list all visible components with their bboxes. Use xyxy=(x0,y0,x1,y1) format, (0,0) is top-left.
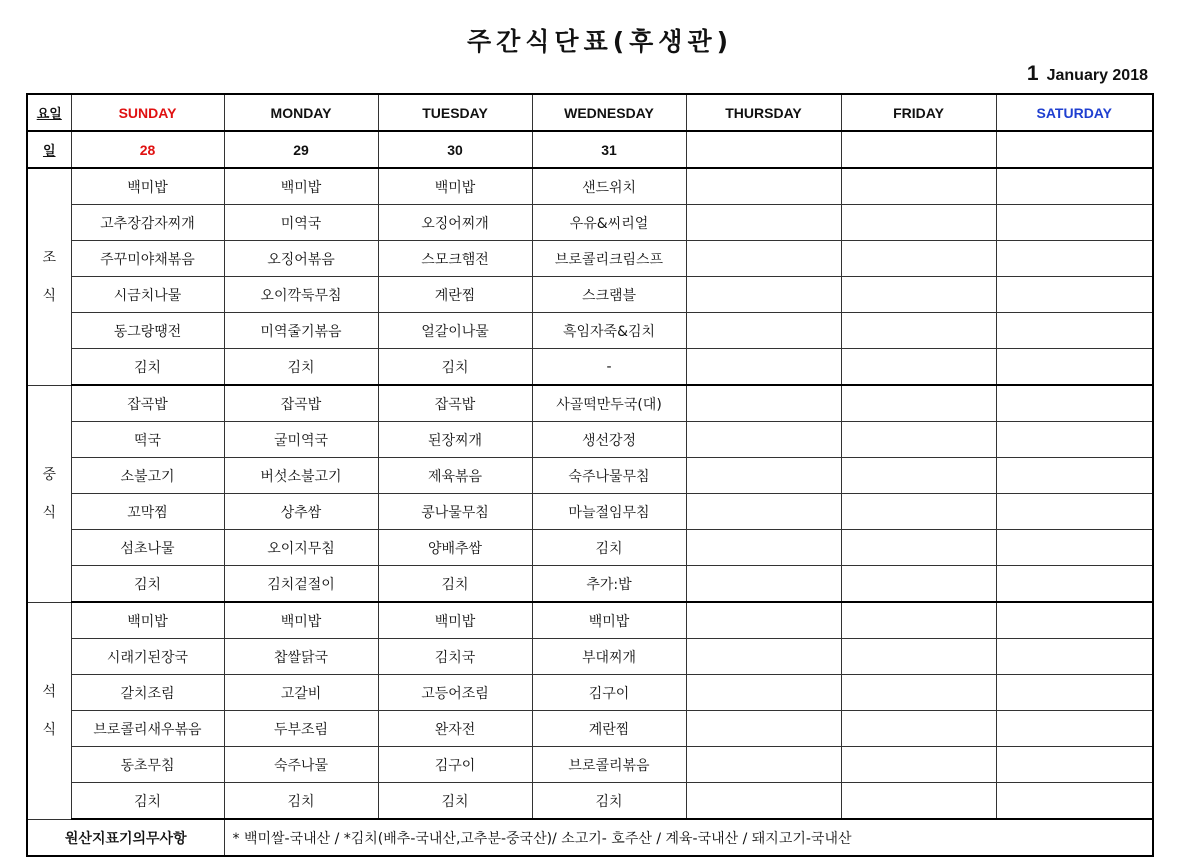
menu-item-saturday xyxy=(996,349,1153,386)
menu-item-wednesday: 스크램블 xyxy=(532,277,686,313)
menu-item-sunday: 김치 xyxy=(71,566,224,603)
header-wednesday: WEDNESDAY xyxy=(532,94,686,131)
menu-item-thursday xyxy=(686,241,841,277)
date-row xyxy=(27,131,1153,168)
menu-item-friday xyxy=(841,602,996,639)
menu-item-monday: 미역국 xyxy=(224,205,378,241)
date-wednesday: 31 xyxy=(532,131,686,168)
menu-row xyxy=(27,602,1153,639)
menu-item-tuesday: 제육볶음 xyxy=(378,458,532,494)
menu-item-monday: 백미밥 xyxy=(224,602,378,639)
menu-item-tuesday: 완자전 xyxy=(378,711,532,747)
menu-item-thursday xyxy=(686,530,841,566)
menu-item-monday: 김치 xyxy=(224,783,378,820)
menu-item-thursday xyxy=(686,422,841,458)
menu-item-monday: 백미밥 xyxy=(224,168,378,205)
header-monday: MONDAY xyxy=(224,94,378,131)
menu-item-saturday xyxy=(996,530,1153,566)
date-label: 일 xyxy=(27,131,71,168)
menu-item-tuesday: 백미밥 xyxy=(378,168,532,205)
menu-item-wednesday: 계란찜 xyxy=(532,711,686,747)
menu-item-thursday xyxy=(686,602,841,639)
menu-row xyxy=(27,675,1153,711)
menu-item-thursday xyxy=(686,205,841,241)
menu-item-monday: 잡곡밥 xyxy=(224,385,378,422)
menu-item-sunday: 소불고기 xyxy=(71,458,224,494)
menu-item-wednesday: 브로콜리크림스프 xyxy=(532,241,686,277)
menu-item-sunday: 백미밥 xyxy=(71,602,224,639)
menu-item-friday xyxy=(841,205,996,241)
menu-item-monday: 숙주나물 xyxy=(224,747,378,783)
menu-item-tuesday: 콩나물무침 xyxy=(378,494,532,530)
menu-item-saturday xyxy=(996,422,1153,458)
menu-item-tuesday: 된장찌개 xyxy=(378,422,532,458)
menu-item-wednesday: 김치 xyxy=(532,783,686,820)
menu-item-wednesday: 김구이 xyxy=(532,675,686,711)
meal-period-char: 중 xyxy=(42,466,57,483)
date-month-year: January 2018 xyxy=(1046,67,1148,84)
header-saturday: SATURDAY xyxy=(996,94,1153,131)
header-tuesday: TUESDAY xyxy=(378,94,532,131)
menu-item-thursday xyxy=(686,783,841,820)
menu-item-tuesday: 양배추쌈 xyxy=(378,530,532,566)
menu-item-wednesday: 샌드위치 xyxy=(532,168,686,205)
menu-item-wednesday: 흑임자죽&김치 xyxy=(532,313,686,349)
menu-item-friday xyxy=(841,530,996,566)
menu-item-wednesday: 생선강정 xyxy=(532,422,686,458)
menu-row xyxy=(27,530,1153,566)
menu-item-sunday: 동초무침 xyxy=(71,747,224,783)
meal-period-char: 조 xyxy=(42,249,57,266)
menu-item-monday: 두부조림 xyxy=(224,711,378,747)
menu-item-tuesday: 오징어찌개 xyxy=(378,205,532,241)
menu-item-monday: 오징어볶음 xyxy=(224,241,378,277)
menu-item-thursday xyxy=(686,349,841,386)
menu-item-tuesday: 김구이 xyxy=(378,747,532,783)
menu-row xyxy=(27,566,1153,603)
menu-item-sunday: 동그랑땡전 xyxy=(71,313,224,349)
menu-item-wednesday: 숙주나물무침 xyxy=(532,458,686,494)
menu-item-friday xyxy=(841,385,996,422)
meal-period-char: 식 xyxy=(42,287,57,304)
menu-row xyxy=(27,313,1153,349)
origin-notice-text: * 백미쌀-국내산 / *김치(배추-국내산,고추분-중국산)/ 소고기- 호주산 / 계육-국내산 / 돼지고기-국내산 xyxy=(224,819,1153,856)
menu-item-friday xyxy=(841,747,996,783)
menu-item-thursday xyxy=(686,711,841,747)
menu-item-monday: 상추쌈 xyxy=(224,494,378,530)
menu-item-tuesday: 김치 xyxy=(378,566,532,603)
menu-item-saturday xyxy=(996,385,1153,422)
menu-item-tuesday: 백미밥 xyxy=(378,602,532,639)
menu-row xyxy=(27,747,1153,783)
menu-item-friday xyxy=(841,422,996,458)
menu-item-friday xyxy=(841,168,996,205)
menu-item-saturday xyxy=(996,602,1153,639)
header-sunday: SUNDAY xyxy=(71,94,224,131)
date-friday xyxy=(841,131,996,168)
menu-item-wednesday: 추가:밥 xyxy=(532,566,686,603)
menu-row xyxy=(27,783,1153,820)
menu-item-sunday: 김치 xyxy=(71,349,224,386)
header-friday: FRIDAY xyxy=(841,94,996,131)
menu-item-monday: 김치겉절이 xyxy=(224,566,378,603)
meal-period-label xyxy=(27,168,71,385)
menu-item-sunday: 김치 xyxy=(71,783,224,820)
menu-item-saturday xyxy=(996,277,1153,313)
menu-item-friday xyxy=(841,241,996,277)
menu-item-friday xyxy=(841,783,996,820)
menu-item-saturday xyxy=(996,783,1153,820)
menu-item-sunday: 브로콜리새우볶음 xyxy=(71,711,224,747)
menu-item-monday: 김치 xyxy=(224,349,378,386)
menu-item-thursday xyxy=(686,675,841,711)
weekday-label: 요일 xyxy=(27,94,71,131)
menu-item-tuesday: 고등어조림 xyxy=(378,675,532,711)
menu-row xyxy=(27,422,1153,458)
menu-item-thursday xyxy=(686,168,841,205)
menu-row xyxy=(27,385,1153,422)
menu-row xyxy=(27,639,1153,675)
menu-item-monday: 오이깍둑무침 xyxy=(224,277,378,313)
date-tuesday: 30 xyxy=(378,131,532,168)
menu-item-wednesday: 부대찌개 xyxy=(532,639,686,675)
menu-item-thursday xyxy=(686,277,841,313)
menu-item-thursday xyxy=(686,494,841,530)
date-day: 1 xyxy=(1026,62,1039,85)
date-thursday xyxy=(686,131,841,168)
menu-item-monday: 굴미역국 xyxy=(224,422,378,458)
menu-item-saturday xyxy=(996,494,1153,530)
meal-period-label xyxy=(27,602,71,819)
meal-period-char: 식 xyxy=(42,504,57,521)
menu-item-thursday xyxy=(686,313,841,349)
menu-item-sunday: 시금치나물 xyxy=(71,277,224,313)
menu-item-monday: 찹쌀닭국 xyxy=(224,639,378,675)
date-saturday xyxy=(996,131,1153,168)
menu-item-sunday: 주꾸미야채볶음 xyxy=(71,241,224,277)
menu-item-sunday: 섬초나물 xyxy=(71,530,224,566)
date-sunday: 28 xyxy=(71,131,224,168)
menu-item-tuesday: 계란찜 xyxy=(378,277,532,313)
menu-item-saturday xyxy=(996,168,1153,205)
menu-item-thursday xyxy=(686,458,841,494)
menu-item-thursday xyxy=(686,385,841,422)
menu-row xyxy=(27,241,1153,277)
weekly-menu-table xyxy=(26,93,1154,857)
menu-item-saturday xyxy=(996,566,1153,603)
menu-item-monday: 미역줄기볶음 xyxy=(224,313,378,349)
menu-item-wednesday: - xyxy=(532,349,686,386)
origin-notice-row xyxy=(27,819,1153,856)
menu-item-sunday: 잡곡밥 xyxy=(71,385,224,422)
menu-item-sunday: 백미밥 xyxy=(71,168,224,205)
origin-notice-label: 원산지표기의무사항 xyxy=(27,819,224,856)
menu-item-tuesday: 얼갈이나물 xyxy=(378,313,532,349)
menu-row xyxy=(27,494,1153,530)
menu-item-thursday xyxy=(686,747,841,783)
header-thursday: THURSDAY xyxy=(686,94,841,131)
menu-item-friday xyxy=(841,313,996,349)
menu-item-sunday: 시래기된장국 xyxy=(71,639,224,675)
menu-item-tuesday: 스모크햄전 xyxy=(378,241,532,277)
menu-item-monday: 고갈비 xyxy=(224,675,378,711)
menu-item-tuesday: 잡곡밥 xyxy=(378,385,532,422)
menu-row xyxy=(27,277,1153,313)
meal-period-char: 석 xyxy=(42,683,57,700)
menu-item-saturday xyxy=(996,241,1153,277)
menu-item-friday xyxy=(841,494,996,530)
menu-item-tuesday: 김치 xyxy=(378,349,532,386)
menu-item-saturday xyxy=(996,313,1153,349)
menu-row xyxy=(27,349,1153,386)
menu-item-friday xyxy=(841,639,996,675)
menu-item-monday: 버섯소불고기 xyxy=(224,458,378,494)
menu-item-sunday: 떡국 xyxy=(71,422,224,458)
menu-row xyxy=(27,168,1153,205)
menu-item-wednesday: 김치 xyxy=(532,530,686,566)
menu-item-friday xyxy=(841,675,996,711)
menu-item-thursday xyxy=(686,639,841,675)
menu-item-saturday xyxy=(996,711,1153,747)
menu-date xyxy=(1027,62,1148,86)
menu-item-sunday: 갈치조림 xyxy=(71,675,224,711)
menu-item-wednesday: 사골떡만두국(대) xyxy=(532,385,686,422)
menu-item-wednesday: 우유&씨리얼 xyxy=(532,205,686,241)
menu-item-monday: 오이지무침 xyxy=(224,530,378,566)
menu-item-thursday xyxy=(686,566,841,603)
menu-item-saturday xyxy=(996,458,1153,494)
menu-item-wednesday: 브로콜리볶음 xyxy=(532,747,686,783)
menu-item-wednesday: 백미밥 xyxy=(532,602,686,639)
menu-item-friday xyxy=(841,566,996,603)
menu-item-tuesday: 김치 xyxy=(378,783,532,820)
menu-item-friday xyxy=(841,277,996,313)
menu-item-sunday: 꼬막찜 xyxy=(71,494,224,530)
menu-item-wednesday: 마늘절임무침 xyxy=(532,494,686,530)
menu-item-saturday xyxy=(996,205,1153,241)
menu-item-sunday: 고추장감자찌개 xyxy=(71,205,224,241)
menu-item-saturday xyxy=(996,675,1153,711)
meal-period-label xyxy=(27,385,71,602)
menu-item-tuesday: 김치국 xyxy=(378,639,532,675)
menu-item-saturday xyxy=(996,747,1153,783)
menu-item-friday xyxy=(841,458,996,494)
meal-period-char: 식 xyxy=(42,721,57,738)
day-header-row xyxy=(27,94,1153,131)
date-monday: 29 xyxy=(224,131,378,168)
menu-item-saturday xyxy=(996,639,1153,675)
page-title: 주간식단표(후생관) xyxy=(466,27,734,56)
menu-item-friday xyxy=(841,711,996,747)
menu-item-friday xyxy=(841,349,996,386)
menu-row xyxy=(27,711,1153,747)
menu-row xyxy=(27,458,1153,494)
menu-row xyxy=(27,205,1153,241)
